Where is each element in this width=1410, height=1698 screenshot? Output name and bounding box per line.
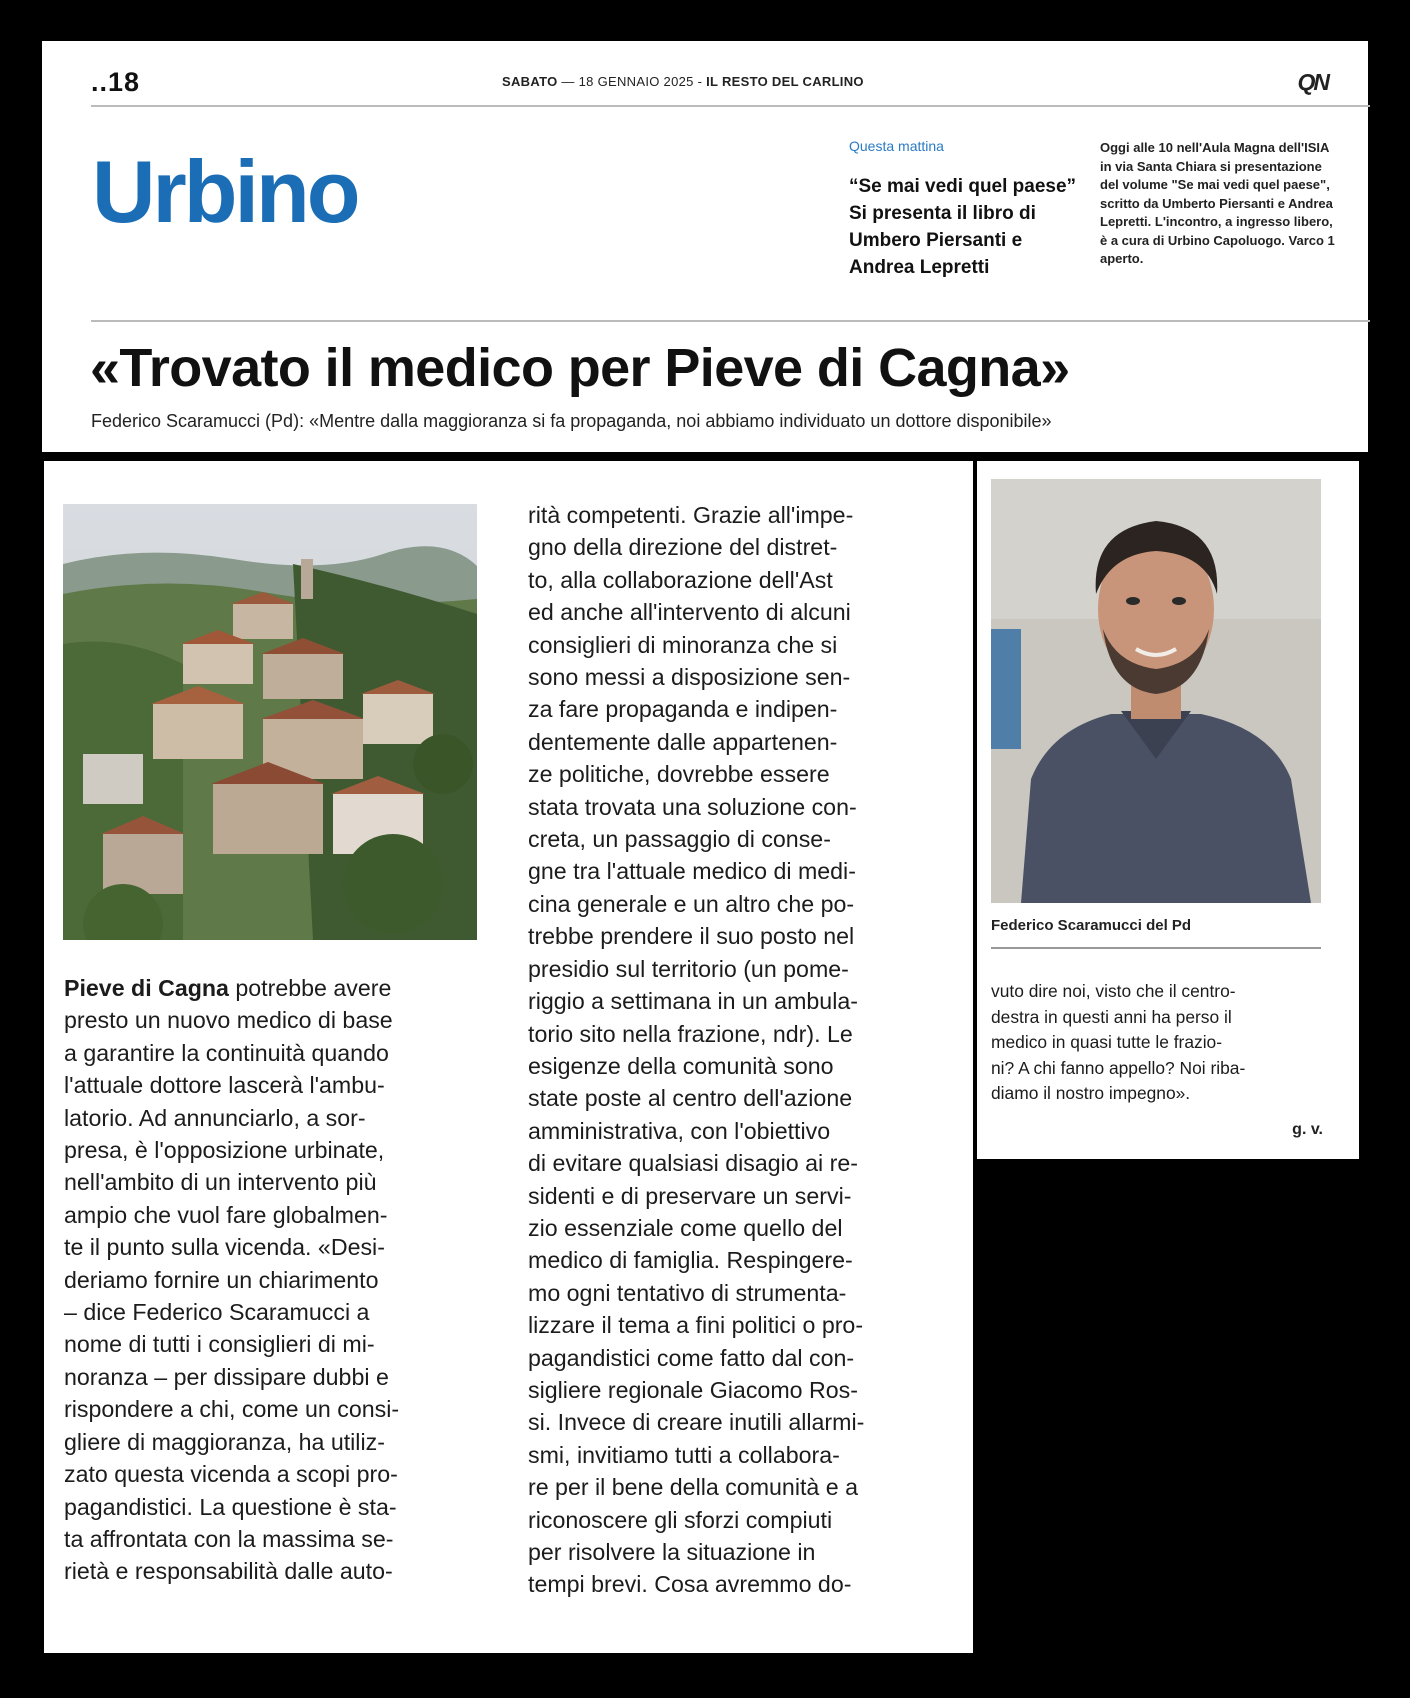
author-signature: g. v.	[1292, 1121, 1323, 1138]
text-line: presa, è l'opposizione urbinate,	[64, 1137, 385, 1164]
text-line	[64, 972, 479, 1004]
text-fragment: potrebbe avere	[228, 975, 392, 1001]
page-number: ..18	[91, 67, 141, 97]
date-separator: —	[557, 74, 579, 89]
article-subhead: Federico Scaramucci (Pd): «Mentre dalla maggioranza si fa propaganda, noi abbiamo individuato un dottore disponibile»	[91, 411, 1052, 431]
text-line: mo ogni tentativo di strumenta-	[528, 1279, 847, 1306]
date-day: SABATO	[502, 74, 558, 89]
article-column-3	[991, 979, 1321, 1107]
text-line: pagandistici come fatto dal con-	[528, 1344, 855, 1371]
photo-caption: Federico Scaramucci del Pd	[991, 917, 1192, 934]
text-line: cina generale e un altro che po-	[528, 890, 855, 917]
teaser-title: “Se mai vedi quel paese” Si presenta il libro di Umbero Piersanti e Andrea Lepretti	[849, 176, 1077, 278]
text-line: sono messi a disposizione sen-	[528, 664, 851, 691]
text-line: ni? A chi fanno appello? Noi riba-	[991, 1057, 1246, 1078]
caption-rule	[991, 947, 1321, 949]
section-title: Urbino	[92, 142, 358, 241]
text-line: dentemente dalle appartenen-	[528, 728, 838, 755]
text-line: latorio. Ad annunciarlo, a sor-	[64, 1104, 366, 1131]
article-headline: «Trovato il medico per Pieve di Cagna»	[90, 338, 1070, 398]
text-line: re per il bene della comunità e a	[528, 1474, 858, 1501]
text-line: a garantire la continuità quando	[64, 1039, 389, 1066]
text-line: sidenti e di preservare un servi-	[528, 1182, 852, 1209]
text-line: diamo il nostro impegno».	[991, 1083, 1191, 1104]
text-line: gne tra l'attuale medico di medi-	[528, 858, 856, 885]
date: 18 GENNAIO 2025	[578, 74, 694, 89]
lead-place-name: Pieve di Cagna	[64, 975, 229, 1001]
text-line: pagandistici. La questione è sta-	[64, 1493, 397, 1520]
text-line: nell'ambito di un intervento più	[64, 1169, 377, 1196]
article-column-1	[64, 972, 479, 1588]
qn-logo: QN	[1297, 69, 1328, 95]
text-line: destra in questi anni ha perso il	[991, 1006, 1232, 1027]
text-line: gno della direzione del distret-	[528, 534, 838, 561]
text-line: zio essenziale come quello del	[528, 1214, 843, 1241]
teaser-text: Oggi alle 10 nell'Aula Magna dell'ISIA in via Santa Chiara si presentazione del volume "Se mai vedi quel paese", scritto da Umberto Piersanti e Andrea Lepretti. L'incontro, a ingresso libero, è a cura di Urbino Capoluogo. Varco 1 aperto.	[1100, 140, 1335, 266]
text-line: sigliere regionale Giacomo Ros-	[528, 1376, 858, 1403]
text-line: ed anche all'intervento di alcuni	[528, 599, 851, 626]
text-line: zato questa vicenda a scopi pro-	[64, 1461, 398, 1488]
text-line: esigenze della comunità sono	[528, 1052, 834, 1079]
text-line: si. Invece di creare inutili allarmi-	[528, 1409, 865, 1436]
top-rule	[91, 105, 1370, 107]
date-separator: -	[693, 74, 707, 89]
text-line: creta, un passaggio di conse-	[528, 826, 831, 853]
text-line: torio sito nella frazione, ndr). Le	[528, 1020, 853, 1047]
text-line: to, alla collaborazione dell'Ast	[528, 566, 833, 593]
text-line: medico di famiglia. Respingere-	[528, 1247, 853, 1274]
text-line: per risolvere la situazione in	[528, 1539, 816, 1565]
text-line: presidio sul territorio (un pome-	[528, 955, 849, 982]
text-line: vuto dire noi, visto che il centro-	[991, 981, 1236, 1001]
text-line: ta affrontata con la massima se-	[64, 1525, 394, 1552]
text-line: state poste al centro dell'azione	[528, 1085, 853, 1112]
text-line: smi, invitiamo tutti a collabora-	[528, 1441, 840, 1468]
text-line: amministrativa, con l'obiettivo	[528, 1117, 831, 1144]
text-line: – dice Federico Scaramucci a	[64, 1299, 370, 1326]
article-column-2	[528, 499, 943, 1601]
text-line: riggio a settimana in un ambula-	[528, 988, 858, 1015]
text-line: riconoscere gli sforzi compiuti	[528, 1506, 833, 1533]
dateline	[502, 74, 864, 89]
text-line: trebbe prendere il suo posto nel	[528, 923, 855, 950]
text-line: za fare propaganda e indipen-	[528, 696, 838, 723]
text-line: presto un nuovo medico di base	[64, 1007, 393, 1034]
side-column	[977, 461, 1359, 1159]
page-header	[42, 41, 1368, 452]
text-line: tempi brevi. Cosa avremmo do-	[528, 1571, 852, 1598]
text-line: noranza – per dissipare dubbi e	[64, 1363, 389, 1390]
text-line: rità competenti. Grazie all'impe-	[528, 502, 854, 528]
text-line: ze politiche, dovrebbe essere	[528, 761, 830, 788]
text-line: nome di tutti i consiglieri di mi-	[64, 1331, 375, 1358]
text-line: consiglieri di minoranza che si	[528, 631, 838, 658]
newspaper-name: IL RESTO DEL CARLINO	[706, 74, 864, 89]
village-photo	[63, 504, 477, 940]
text-line: deriamo fornire un chiarimento	[64, 1266, 379, 1293]
text-line: medico in quasi tutte le frazio-	[991, 1032, 1223, 1053]
text-line: l'attuale dottore lascerà l'ambu-	[64, 1072, 385, 1099]
portrait-photo	[991, 479, 1321, 903]
teaser-kicker: Questa mattina	[849, 138, 944, 154]
text-line: gliere di maggioranza, ha utiliz-	[64, 1428, 385, 1455]
text-line: stata trovata una soluzione con-	[528, 793, 857, 820]
text-line: di evitare qualsiasi disagio ai re-	[528, 1150, 858, 1177]
headline-rule	[91, 320, 1370, 322]
text-line: lizzare il tema a fini politici o pro-	[528, 1312, 864, 1339]
text-line: ampio che vuol fare globalmen-	[64, 1201, 388, 1228]
text-line: te il punto sulla vicenda. «Desi-	[64, 1234, 385, 1261]
text-line: rispondere a chi, come un consi-	[64, 1396, 400, 1423]
text-line: rietà e responsabilità dalle auto-	[64, 1558, 393, 1585]
article-body	[44, 461, 973, 1653]
